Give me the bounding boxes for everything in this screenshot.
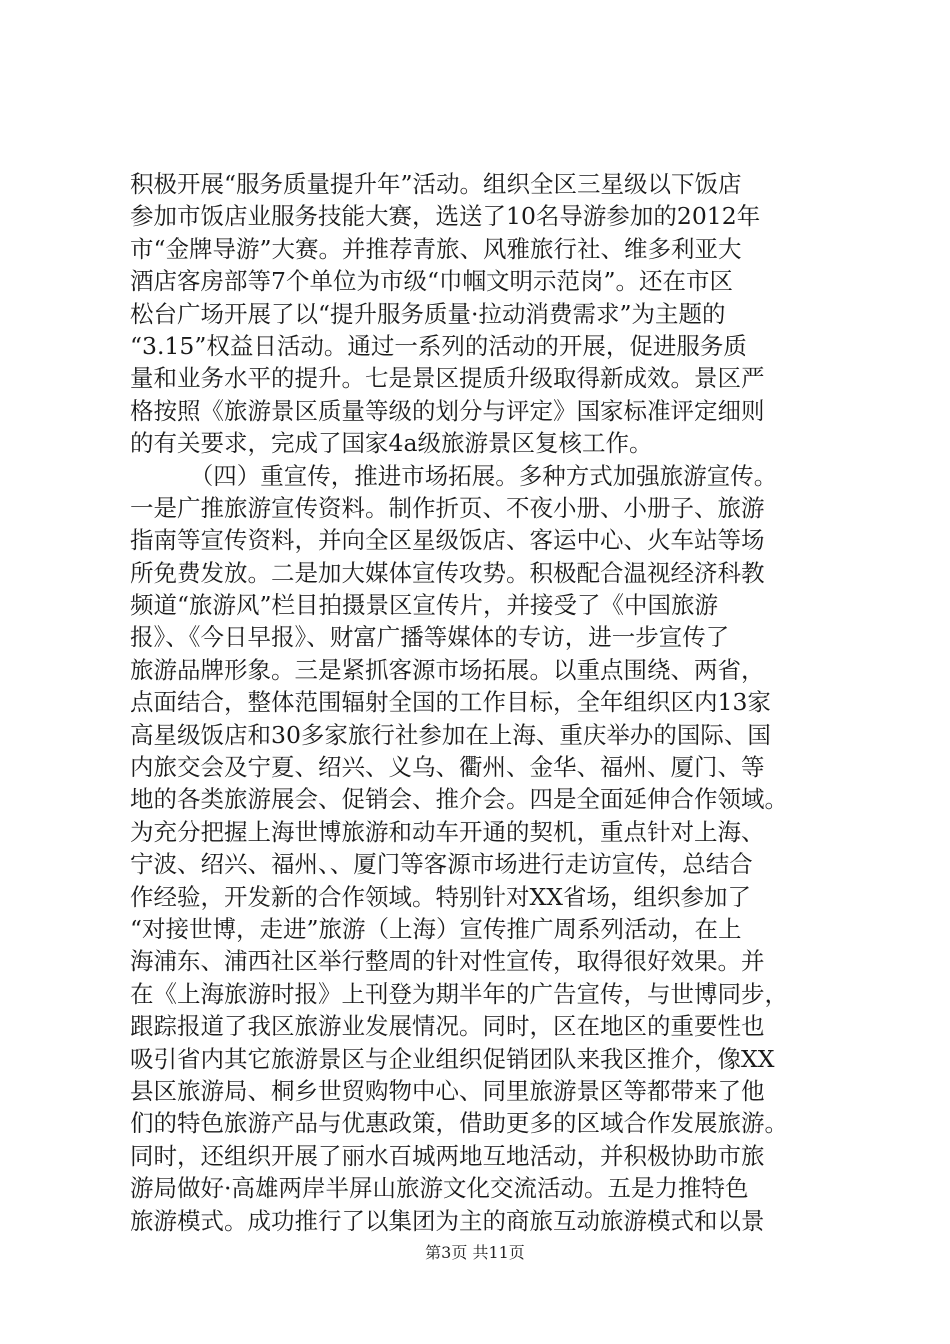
text-line: 县区旅游局、桐乡世贸购物中心、同里旅游景区等都带来了他 — [130, 1076, 765, 1105]
text-line: 频道“旅游风”栏目拍摄景区宣传片，并接受了《中国旅游 — [130, 591, 719, 620]
text-line: 在《上海旅游时报》上刊登为期半年的广告宣传，与世博同步， — [130, 979, 788, 1008]
text-line: 宁波、绍兴、福州、、厦门等客源市场进行走访宣传，总结合 — [130, 850, 753, 879]
text-line: “对接世博，走进”旅游（上海）宣传推广周系列活动，在上 — [130, 914, 742, 943]
text-line: 旅游模式。成功推行了以集团为主的商旅互动旅游模式和以景 — [130, 1206, 765, 1235]
text-line: 一是广推旅游宣传资料。制作折页、不夜小册、小册子、旅游 — [130, 493, 765, 522]
text-line: 跟踪报道了我区旅游业发展情况。同时，区在地区的重要性也 — [130, 1012, 765, 1041]
text-line: 内旅交会及宁夏、绍兴、义乌、衢州、金华、福州、厦门、等 — [130, 753, 765, 782]
text-line: 地的各类旅游展会、促销会、推介会。四是全面延伸合作领域。 — [130, 785, 788, 814]
text-line: 的有关要求，完成了国家4a级旅游景区复核工作。 — [130, 429, 653, 458]
text-line: 海浦东、浦西社区举行整周的针对性宣传，取得很好效果。并 — [130, 947, 765, 976]
text-line: 指南等宣传资料，并向全区星级饭店、客运中心、火车站等场 — [130, 526, 765, 555]
text-line: 旅游品牌形象。三是紧抓客源市场拓展。以重点围绕、两省， — [130, 655, 765, 684]
text-line: 所免费发放。二是加大媒体宣传攻势。积极配合温视经济科教 — [130, 558, 765, 587]
text-line: 同时，还组织开展了丽水百城两地互地活动，并积极协助市旅 — [130, 1141, 765, 1170]
text-line: 松台广场开展了以“提升服务质量·拉动消费需求”为主题的 — [130, 299, 726, 328]
text-line: 酒店客房部等7个单位为市级“巾帼文明示范岗”。还在市区 — [130, 267, 733, 296]
text-line: 市“金牌导游”大赛。并推荐青旅、风雅旅行社、维多利亚大 — [130, 234, 742, 263]
text-line: 格按照《旅游景区质量等级的划分与评定》国家标准评定细则 — [130, 396, 765, 425]
text-line: 量和业务水平的提升。七是景区提质升级取得新成效。景区严 — [130, 364, 765, 393]
page-number-footer: 第3页 共11页 — [425, 1243, 525, 1262]
text-line: 为充分把握上海世博旅游和动车开通的契机，重点针对上海、 — [130, 817, 765, 846]
text-line: “3.15”权益日活动。通过一系列的活动的开展，促进服务质 — [130, 331, 747, 360]
text-line: 们的特色旅游产品与优惠政策，借助更多的区域合作发展旅游。 — [130, 1109, 788, 1138]
text-line: 参加市饭店业服务技能大赛，选送了10名导游参加的2012年 — [130, 202, 761, 231]
document-body — [130, 168, 830, 1237]
text-line: 积极开展“服务质量提升年”活动。组织全区三星级以下饭店 — [130, 170, 742, 198]
text-line: 高星级饭店和30多家旅行社参加在上海、重庆举办的国际、国 — [130, 720, 771, 749]
text-line: 作经验，开发新的合作领域。特别针对XX省场，组织参加了 — [130, 882, 751, 911]
text-line: 游局做好·高雄两岸半屏山旅游文化交流活动。五是力推特色 — [130, 1174, 749, 1203]
text-line: 点面结合，整体范围辐射全国的工作目标，全年组织区内13家 — [130, 688, 771, 717]
paragraph-start-line: （四）重宣传，推进市场拓展。多种方式加强旅游宣传。 — [130, 461, 778, 490]
text-line: 报》、《今日早报》、财富广播等媒体的专访，进一步宣传了 — [130, 623, 730, 652]
text-line: 吸引省内其它旅游景区与企业组织促销团队来我区推介，像XX — [130, 1044, 775, 1073]
